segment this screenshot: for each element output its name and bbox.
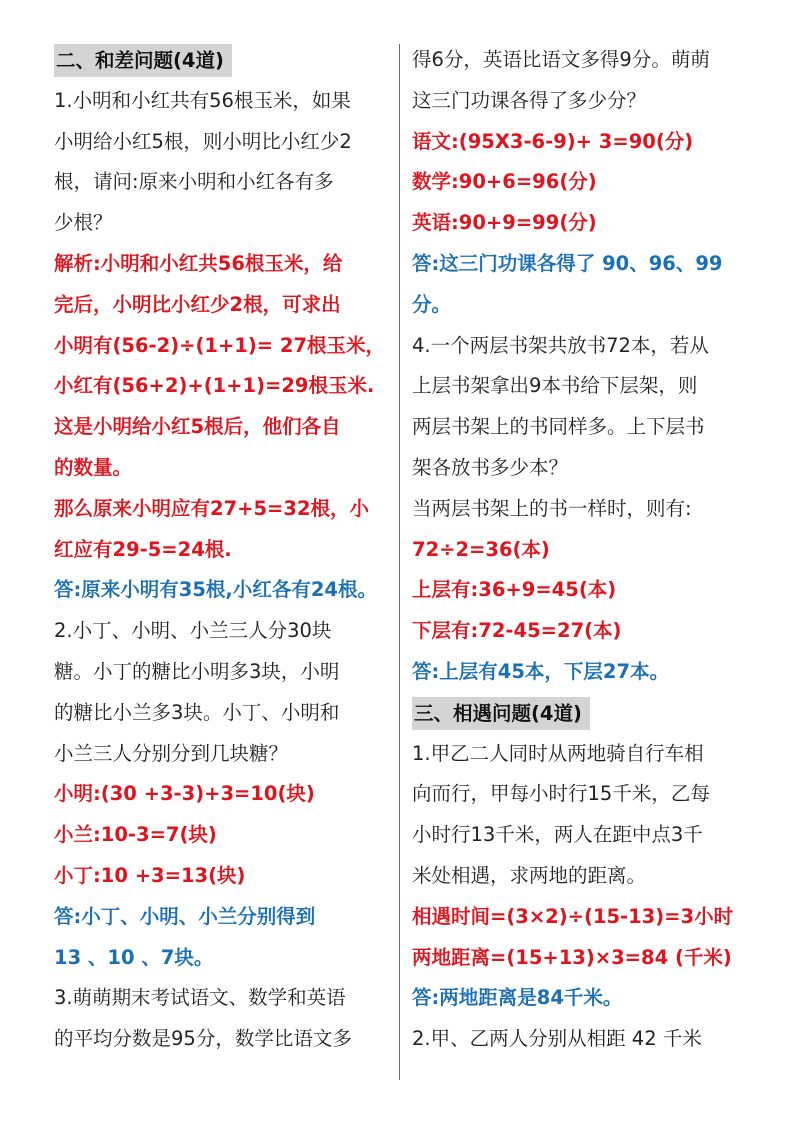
text-line: 那么原来小明应有27+5=32根，小	[54, 496, 370, 520]
text-line: 13 、10 、7块。	[54, 945, 214, 969]
text-line: 小红有(56+2)+(1+1)=29根玉米.	[54, 374, 375, 398]
text-line: 红应有29-5=24根.	[54, 537, 232, 561]
text-line: 的糖比小兰多3块。小丁、小明和	[54, 700, 340, 724]
text-line: 英语:90+9=99(分)	[412, 211, 597, 235]
text-line: 小明有(56-2)÷(1+1)= 27根玉米，	[54, 333, 386, 357]
text-line: 向而行，甲每小时行15千米，乙每	[412, 782, 710, 806]
text-line: 答:小丁、小明、小兰分别得到	[54, 904, 316, 928]
section-heading-wrap	[412, 693, 762, 734]
text-line: 答:两地距离是84千米。	[412, 986, 623, 1010]
text-line: 小时行13千米，两人在距中点3千	[412, 823, 703, 847]
section-heading-sum-difference: 二、和差问题(4道)	[54, 44, 232, 77]
text-line: 相遇时间=(3×2)÷(15-13)=3小时	[412, 904, 734, 928]
text-line: 小明给小红5根，则小明比小红少2	[54, 129, 352, 153]
right-lines-after	[412, 734, 762, 1060]
text-line: 小丁:10 +3=13(块)	[54, 863, 246, 887]
text-line: 3.萌萌期末考试语文、数学和英语	[54, 986, 346, 1010]
left-column	[54, 40, 394, 1060]
text-line: 根，请问:原来小明和小红各有多	[54, 170, 334, 194]
text-line: 解析:小明和小红共56根玉米，给	[54, 251, 343, 275]
text-line: 这是小明给小红5根后，他们各自	[54, 415, 341, 439]
text-line: 架各放书多少本？	[412, 455, 569, 479]
text-line: 4.一个两层书架共放书72本，若从	[412, 333, 709, 357]
text-line: 得6分，英语比语文多得9分。萌萌	[412, 48, 710, 71]
text-line: 72÷2=36(本)	[412, 537, 550, 561]
text-line: 小兰:10-3=7(块)	[54, 823, 217, 847]
text-line: 少根？	[54, 211, 113, 235]
right-column	[412, 40, 762, 1060]
text-line: 分。	[412, 292, 452, 316]
text-line: 的数量。	[54, 455, 133, 479]
text-line: 两层书架上的书同样多。上下层书	[412, 415, 705, 439]
text-line: 答:这三门功课各得了 90、96、99	[412, 251, 723, 275]
text-line: 数学:90+6=96(分)	[412, 170, 597, 194]
text-line: 小明:(30 +3-3)+3=10(块)	[54, 782, 315, 806]
text-line: 上层书架拿出9本书给下层架，则	[412, 374, 698, 398]
text-line: 语文:(95X3-6-9)+ 3=90(分)	[412, 129, 694, 153]
text-line: 两地距离=(15+13)×3=84 (千米)	[412, 945, 732, 969]
text-line: 小兰三人分别分到几块糖？	[54, 741, 289, 765]
section-heading-meeting: 三、相遇问题(4道)	[412, 697, 590, 730]
text-line: 2.小丁、小明、小兰三人分30块	[54, 619, 332, 643]
column-divider	[399, 44, 400, 1080]
text-line: 1.小明和小红共有56根玉米，如果	[54, 88, 351, 112]
text-line: 上层有:36+9=45(本)	[412, 578, 617, 602]
text-line: 下层有:72-45=27(本)	[412, 619, 622, 643]
text-line: 1.甲乙二人同时从两地骑自行车相	[412, 741, 704, 765]
text-line: 完后，小明比小红少2根，可求出	[54, 292, 341, 316]
section-heading-wrap	[54, 40, 394, 81]
text-line: 的平均分数是95分，数学比语文多	[54, 1027, 352, 1051]
text-line: 答:上层有45本，下层27本。	[412, 659, 670, 683]
left-lines	[54, 81, 394, 1060]
text-line: 当两层书架上的书一样时，则有:	[412, 496, 692, 520]
text-line: 2.甲、乙两人分别从相距 42 千米	[412, 1027, 702, 1051]
text-line: 这三门功课各得了多少分？	[412, 88, 647, 112]
text-line: 米处相遇，求两地的距离。	[412, 863, 647, 887]
right-lines-before	[412, 40, 762, 693]
text-line: 糖。小丁的糖比小明多3块，小明	[54, 659, 340, 683]
text-line: 答:原来小明有35根,小红各有24根。	[54, 578, 377, 602]
